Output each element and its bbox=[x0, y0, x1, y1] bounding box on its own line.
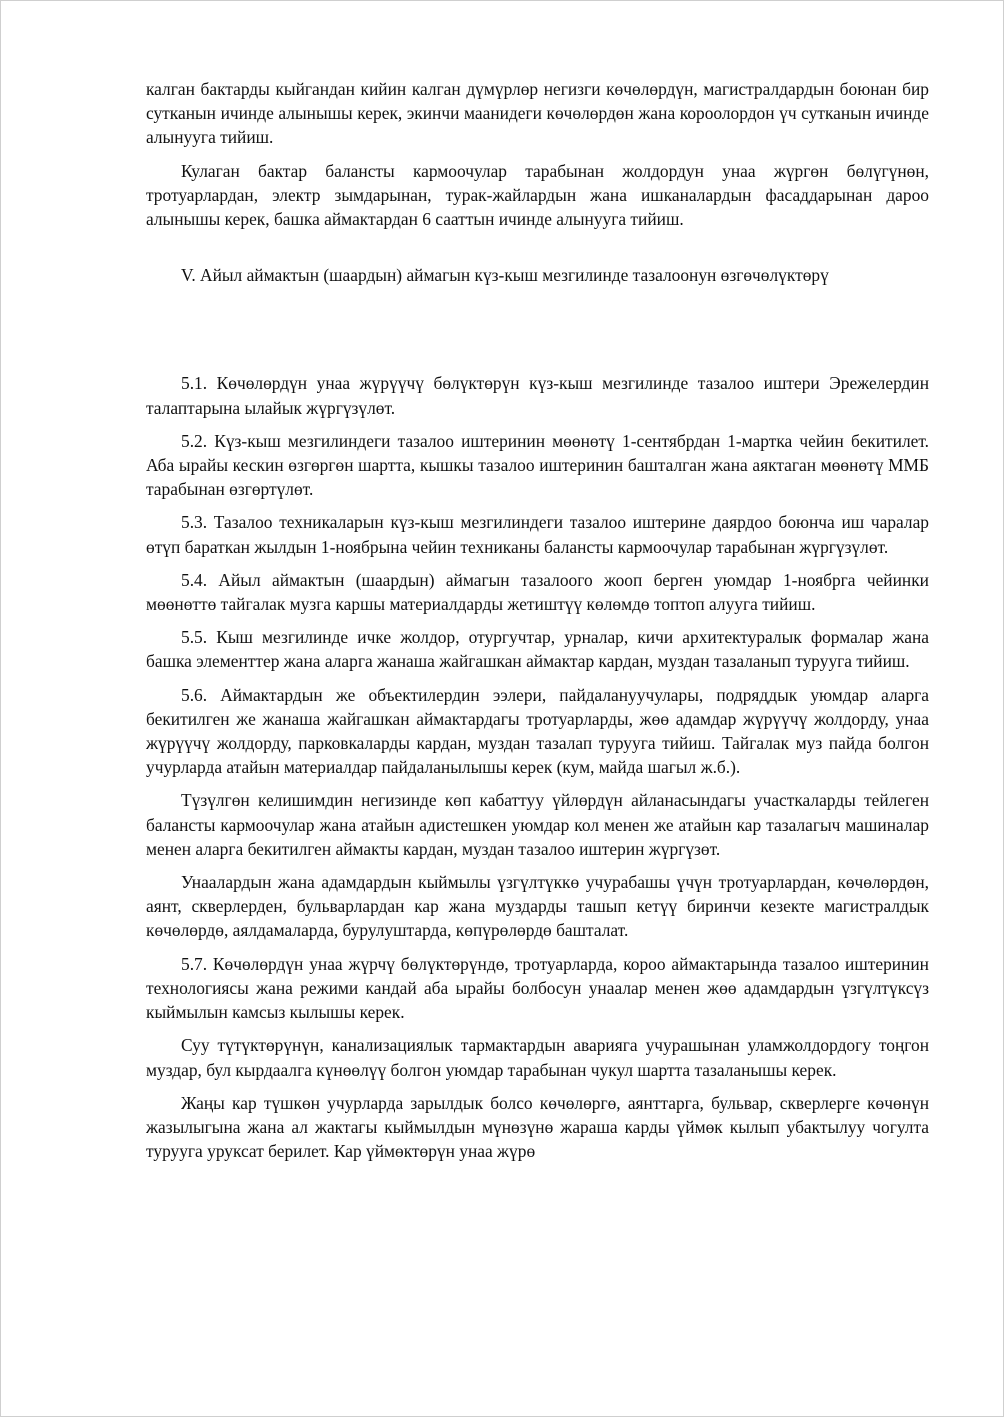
paragraph-traffic: Унаалардын жана адамдардын кыймылы үзгүлтүккө учурабашы үчүн тротуарлардан, көчөлөрдөн, аянт, скверлерден, бульварлардан кар жана муздарды ташып кетүү биринчи кезекте магистралдык көчөлөрдө, аялдамаларда, бурулуштарда, көпүрөлөрдө башталат. bbox=[146, 872, 929, 941]
clause-5-4: 5.4. Айыл аймактын (шаардын) аймагын тазалоого жооп берген уюмдар 1-ноябрга чейинки мөөнөттө тайгалак музга каршы материалдарды жетиштүү көлөмдө топтоп алууга тийиш. bbox=[146, 569, 929, 615]
clause-5-6: 5.6. Аймактардын же объектилердин ээлери, пайдалануучулары, подряддык уюмдар аларга бекитилген же жанаша жайгашкан аймактардагы тротуарларды, жөө адамдар жүрүүчү жолдорду, унаа жүрүүчү жолдорду, парковкаларды кардан, муздан тазалап турууга тийиш. Тайгалак муз пайда болгон учурларда атайын материалдар пайдаланылышы керек (кум, майда шагыл ж.б.). bbox=[146, 684, 929, 778]
document-body bbox=[146, 77, 929, 1162]
paragraph-stumps: калган бактарды кыйгандан кийин калган дүмүрлөр негизги көчөлөрдүн, магистралдардын боюнан бир сутканын ичинде алынышы керек, экинчи маанидеги көчөлөрдөн жана короолордон үч сутканын ичинде алынууга тийиш. bbox=[146, 79, 929, 148]
paragraph-agreement: Түзүлгөн келишимдин негизинде көп кабаттуу үйлөрдүн айланасындагы участкаларды тейлеген балансты кармоочулар жана атайын адистешкен уюмдар кол менен же атайын кар тазалагыч машиналар менен аларга бекитилген аймакты кардан, муздан тазалоо иштерин жүргүзөт. bbox=[146, 790, 929, 859]
clause-5-5: 5.5. Кыш мезгилинде ичке жолдор, отургучтар, урналар, кичи архитектуралык формалар жана башка элементтер жана аларга жанаша жайгашкан аймактар кардан, муздан тазаланып турууга тийиш. bbox=[146, 627, 929, 672]
paragraph-fallen-trees: Кулаган бактар балансты кармоочулар тарабынан жолдордун унаа жүргөн бөлүгүнөн, тротуарлардан, электр зымдарынан, турак-жайлардын жана ишканалардын фасаддарынан дароо алынышы керек, башка аймактардан 6 сааттын ичинде алынууга тийиш. bbox=[146, 160, 929, 230]
section-heading: V. Айыл аймактын (шаардын) аймагын күз-кыш мезгилинде тазалоонун өзгөчөлүктөрү bbox=[181, 265, 829, 286]
paragraph-new-snow: Жаңы кар түшкөн учурларда зарылдык болсо көчөлөргө, аянттарга, бульвар, скверлерге көчөнүн жазылыгына жана ал жактагы кыймылдын мүнөзүнө жараша карды үймөк кылып убактылуу чогулта турууга уруксат берилет. Кар үймөктөрүн унаа жүрө bbox=[146, 1092, 929, 1162]
clause-5-1: 5.1. Көчөлөрдүн унаа жүрүүчү бөлүктөрүн күз-кыш мезгилинде тазалоо иштери Эрежелердин талаптарына ылайык жүргүзүлөт. bbox=[146, 373, 929, 418]
clause-5-7: 5.7. Көчөлөрдүн унаа жүрчү бөлүктөрүндө, тротуарларда, короо аймактарында тазалоо иштеринин технологиясы жана режими кандай аба ырайы болбосун унаалар менен жөө адамдардын үзгүлтүксүз кыймылын камсыз кылышы керек. bbox=[146, 953, 929, 1023]
paragraph-water-pipes: Суу түтүктөрүнүн, канализациялык тармактардын аварияга учурашынан уламжолдордогу тоңгон муздар, бул кырдаалга күнөөлүү болгон уюмдар тарабынан чукул шартта тазаланышы керек. bbox=[146, 1035, 929, 1080]
clause-5-2: 5.2. Күз-кыш мезгилиндеги тазалоо иштеринин мөөнөтү 1-сентябрдан 1-мартка чейин бекитилет. Аба ырайы кескин өзгөргөн шартта, кышкы тазалоо иштеринин башталган жана аяктаган мөөнөтү ММБ тарабынан өзгөртүлөт. bbox=[146, 430, 929, 500]
clause-5-3: 5.3. Тазалоо техникаларын күз-кыш мезгилиндеги тазалоо иштерине даярдоо боюнча иш чаралар өтүп бараткан жылдын 1-ноябрына чейин техниканы балансты кармоочулар тарабынан жүргүзүлөт. bbox=[146, 512, 929, 557]
